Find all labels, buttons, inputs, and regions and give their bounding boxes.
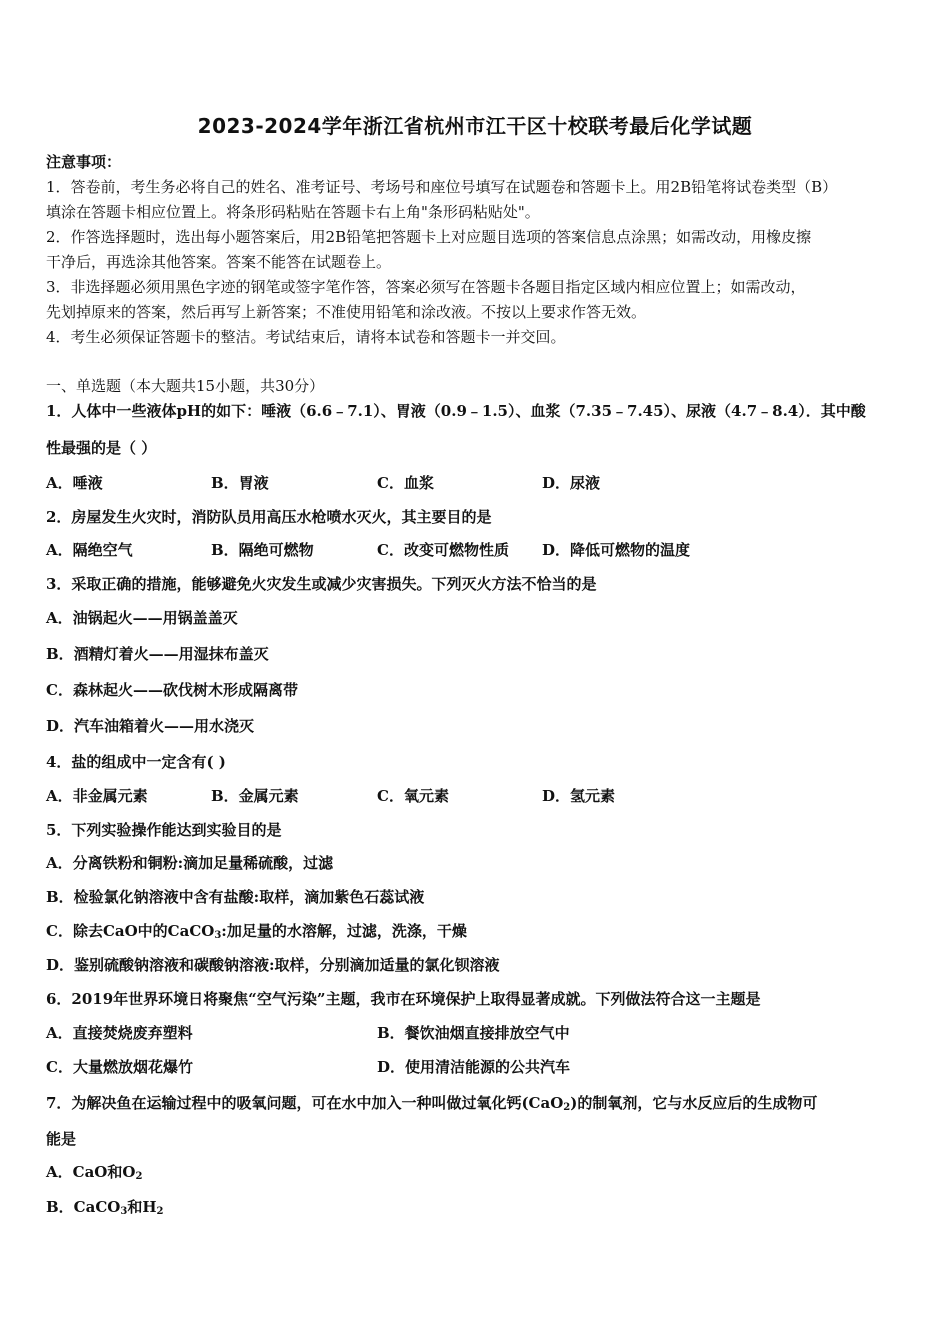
q4-option-b: B．金属元素 xyxy=(211,787,299,805)
question-7-stem xyxy=(46,1093,906,1113)
q4-option-c: C．氧元素 xyxy=(377,787,449,805)
q3-option-d: D．汽车油箱着火——用水浇灭 xyxy=(46,717,255,735)
q7-stem-pre: 7．为解决鱼在运输过程中的吸氧问题，可在水中加入一种叫做过氧化钙(CaO xyxy=(46,1094,564,1112)
notice-line: 3．非选择题必须用黑色字迹的钢笔或签字笔作答，答案必须写在答题卡各题目指定区域内相应位置上；如需改动， xyxy=(46,278,806,296)
page-title: 2023-2024学年浙江省杭州市江干区十校联考最后化学试题 xyxy=(197,114,753,138)
q4-option-d: D．氢元素 xyxy=(542,787,616,805)
q2-option-a: A．隔绝空气 xyxy=(46,541,133,559)
question-1-stem: 1．人体中一些液体pH的如下：唾液（6.6﹣7.1）、胃液（0.9﹣1.5）、血浆（7.35﹣7.45）、尿液（4.7﹣8.4）．其中酸 xyxy=(46,402,866,420)
q2-option-c: C．改变可燃物性质 xyxy=(377,541,509,559)
q6-option-c: C．大量燃放烟花爆竹 xyxy=(46,1058,193,1076)
q4-option-a: A．非金属元素 xyxy=(46,787,148,805)
q6-option-a: A．直接焚烧废弃塑料 xyxy=(46,1024,193,1042)
q6-option-b: B．餐饮油烟直接排放空气中 xyxy=(377,1024,570,1042)
q6-option-d: D．使用清洁能源的公共汽车 xyxy=(377,1058,571,1076)
question-5-stem: 5．下列实验操作能达到实验目的是 xyxy=(46,821,282,839)
q7-option-b xyxy=(46,1197,163,1217)
q5-option-c-pre: C．除去CaO中的CaCO xyxy=(46,922,215,940)
q1-option-c: C．血浆 xyxy=(377,474,434,492)
q7-option-b-mid: 和H xyxy=(127,1198,157,1216)
q3-option-b: B．酒精灯着火——用湿抹布盖灭 xyxy=(46,645,269,663)
q7-option-b-sub1: 3 xyxy=(120,1206,128,1217)
question-7-stem-cont: 能是 xyxy=(46,1130,77,1148)
notice-line: 干净后，再选涂其他答案。答案不能答在试题卷上。 xyxy=(46,253,392,271)
q5-option-a: A．分离铁粉和铜粉:滴加足量稀硫酸，过滤 xyxy=(46,854,334,872)
notice-heading: 注意事项： xyxy=(46,153,122,171)
notice-line: 填涂在答题卡相应位置上。将条形码粘贴在答题卡右上角"条形码粘贴处"。 xyxy=(46,203,540,221)
q5-option-c-sub: 3 xyxy=(214,930,222,941)
q3-option-c: C．森林起火——砍伐树木形成隔离带 xyxy=(46,681,298,699)
q5-option-c xyxy=(46,921,467,941)
q7-option-b-sub2: 2 xyxy=(156,1206,164,1217)
notice-line: 1．答卷前，考生务必将自己的姓名、准考证号、考场号和座位号填写在试题卷和答题卡上。用2B铅笔将试卷类型（B） xyxy=(46,178,838,196)
q7-stem-sub: 2 xyxy=(563,1102,571,1113)
question-2-stem: 2．房屋发生火灾时，消防队员用高压水枪喷水灭火，其主要目的是 xyxy=(46,508,492,526)
q7-stem-post: )的制氧剂，它与水反应后的生成物可 xyxy=(570,1094,818,1112)
q7-option-a-pre: A．CaO和O xyxy=(46,1163,136,1181)
q5-option-c-post: :加足量的水溶解，过滤，洗涤，干燥 xyxy=(221,922,467,940)
notice-line: 先划掉原来的答案，然后再写上新答案；不准使用铅笔和涂改液。不按以上要求作答无效。 xyxy=(46,303,647,321)
q7-option-a xyxy=(46,1162,142,1182)
question-1-stem-cont: 性最强的是（ ） xyxy=(46,439,157,457)
section-heading: 一、单选题（本大题共15小题，共30分） xyxy=(46,377,325,395)
question-4-stem: 4．盐的组成中一定含有( ) xyxy=(46,753,226,771)
q7-option-a-sub: 2 xyxy=(135,1171,143,1182)
q5-option-d: D．鉴别硫酸钠溶液和碳酸钠溶液:取样，分别滴加适量的氯化钡溶液 xyxy=(46,956,500,974)
q2-option-b: B．隔绝可燃物 xyxy=(211,541,314,559)
q3-option-a: A．油锅起火——用锅盖盖灭 xyxy=(46,609,238,627)
question-6-stem: 6．2019年世界环境日将聚焦“空气污染”主题，我市在环境保护上取得显著成就。下列做法符合这一主题是 xyxy=(46,990,761,1008)
q1-option-a: A．唾液 xyxy=(46,474,103,492)
q1-option-d: D．尿液 xyxy=(542,474,601,492)
q2-option-d: D．降低可燃物的温度 xyxy=(542,541,691,559)
question-3-stem: 3．采取正确的措施，能够避免火灾发生或减少灾害损失。下列灭火方法不恰当的是 xyxy=(46,575,597,593)
q7-option-b-pre: B．CaCO xyxy=(46,1198,121,1216)
notice-line: 4．考生必须保证答题卡的整洁。考试结束后，请将本试卷和答题卡一并交回。 xyxy=(46,328,566,346)
q5-option-b: B．检验氯化钠溶液中含有盐酸:取样，滴加紫色石蕊试液 xyxy=(46,888,425,906)
notice-line: 2．作答选择题时，选出每小题答案后，用2B铅笔把答题卡上对应题目选项的答案信息点涂黑；如需改动，用橡皮擦 xyxy=(46,228,812,246)
q1-option-b: B．胃液 xyxy=(211,474,269,492)
